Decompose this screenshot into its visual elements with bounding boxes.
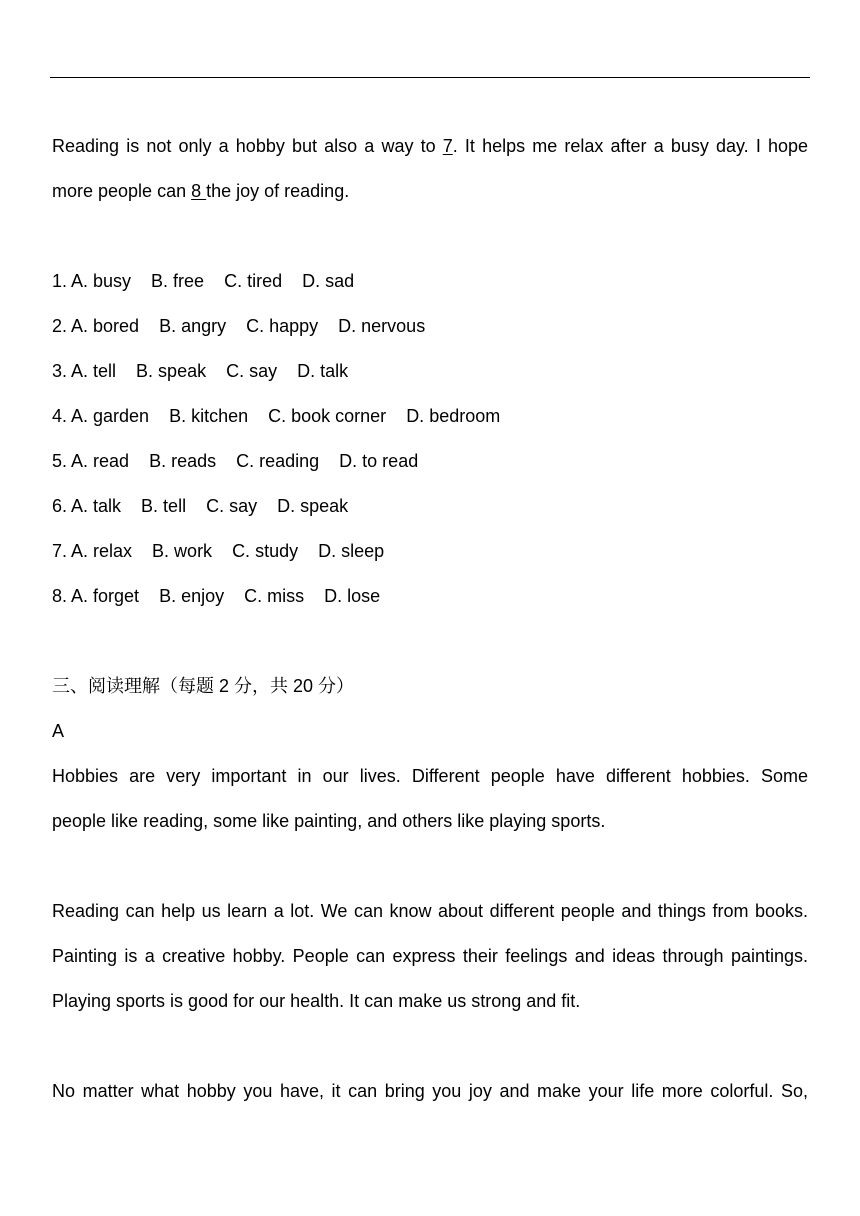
para2-line-1: Reading can help us learn a lot. We can know about different people and things from books. bbox=[52, 901, 808, 921]
question-row bbox=[52, 484, 808, 529]
question-number: 6. bbox=[52, 496, 68, 516]
question-number: 5. bbox=[52, 451, 68, 471]
answer-option: A. garden bbox=[71, 406, 150, 426]
section-heading: 三、阅读理解（每题 2 分，共 20 分） bbox=[52, 676, 355, 696]
question-number: 7. bbox=[52, 541, 68, 561]
answer-option: C. book corner bbox=[268, 406, 387, 426]
para3-line-1: No matter what hobby you have, it can bring you joy and make your life more colorful. So, bbox=[52, 1081, 808, 1101]
question-list bbox=[52, 259, 808, 619]
question-row bbox=[52, 574, 808, 619]
answer-option: A. relax bbox=[71, 541, 133, 561]
answer-option: D. speak bbox=[277, 496, 349, 516]
answer-option: A. forget bbox=[71, 586, 140, 606]
question-row bbox=[52, 304, 808, 349]
cloze-blank-7: 7 bbox=[442, 136, 453, 156]
answer-option: D. bedroom bbox=[406, 406, 501, 426]
para2-line-2: Painting is a creative hobby. People can express their feelings and ideas through paintings. bbox=[52, 946, 808, 966]
answer-option: B. tell bbox=[141, 496, 187, 516]
cloze-text: Reading is not only a hobby but also a way to bbox=[52, 136, 443, 156]
answer-option: B. work bbox=[152, 541, 213, 561]
question-row bbox=[52, 529, 808, 574]
header-rule bbox=[50, 77, 810, 78]
answer-option: A. talk bbox=[71, 496, 122, 516]
para1-line-2: people like reading, some like painting, and others like playing sports. bbox=[52, 811, 606, 831]
spacer bbox=[52, 619, 808, 664]
answer-option: D. sleep bbox=[318, 541, 385, 561]
answer-option: C. happy bbox=[246, 316, 319, 336]
answer-option: D. talk bbox=[297, 361, 349, 381]
answer-option: B. kitchen bbox=[169, 406, 249, 426]
passage-label: A bbox=[52, 721, 65, 741]
answer-option: B. speak bbox=[136, 361, 207, 381]
cloze-blank-8: 8 bbox=[191, 181, 207, 201]
question-row bbox=[52, 439, 808, 484]
answer-option: B. angry bbox=[159, 316, 227, 336]
spacer bbox=[52, 1024, 808, 1069]
cloze-text: . It helps me relax after a busy day. I hope bbox=[452, 136, 809, 156]
question-number: 1. bbox=[52, 271, 68, 291]
para2-line-3: Playing sports is good for our health. It can make us strong and fit. bbox=[52, 991, 581, 1011]
question-row bbox=[52, 394, 808, 439]
answer-option: B. enjoy bbox=[159, 586, 225, 606]
question-number: 8. bbox=[52, 586, 68, 606]
answer-option: A. busy bbox=[71, 271, 132, 291]
answer-option: C. miss bbox=[244, 586, 305, 606]
answer-option: A. tell bbox=[71, 361, 117, 381]
cloze-text: more people can bbox=[52, 181, 192, 201]
answer-option: D. lose bbox=[324, 586, 381, 606]
spacer bbox=[52, 844, 808, 889]
answer-option: C. tired bbox=[224, 271, 283, 291]
question-number: 2. bbox=[52, 316, 68, 336]
answer-option: A. read bbox=[71, 451, 130, 471]
question-number: 3. bbox=[52, 361, 68, 381]
answer-option: D. nervous bbox=[338, 316, 426, 336]
question-row bbox=[52, 349, 808, 394]
answer-option: B. free bbox=[151, 271, 205, 291]
answer-option: C. say bbox=[226, 361, 278, 381]
answer-option: C. say bbox=[206, 496, 258, 516]
answer-option: B. reads bbox=[149, 451, 217, 471]
para1-line-1: Hobbies are very important in our lives. Different people have different hobbies. Some bbox=[52, 766, 808, 786]
answer-option: C. reading bbox=[236, 451, 320, 471]
question-row bbox=[52, 259, 808, 304]
cloze-line-2 bbox=[52, 169, 808, 214]
cloze-line-1 bbox=[52, 124, 808, 169]
spacer bbox=[52, 214, 808, 259]
document-body bbox=[52, 124, 808, 1114]
answer-option: C. study bbox=[232, 541, 299, 561]
cloze-text: the joy of reading. bbox=[206, 181, 350, 201]
answer-option: D. to read bbox=[339, 451, 419, 471]
answer-option: A. bored bbox=[71, 316, 140, 336]
answer-option: D. sad bbox=[302, 271, 355, 291]
question-number: 4. bbox=[52, 406, 68, 426]
